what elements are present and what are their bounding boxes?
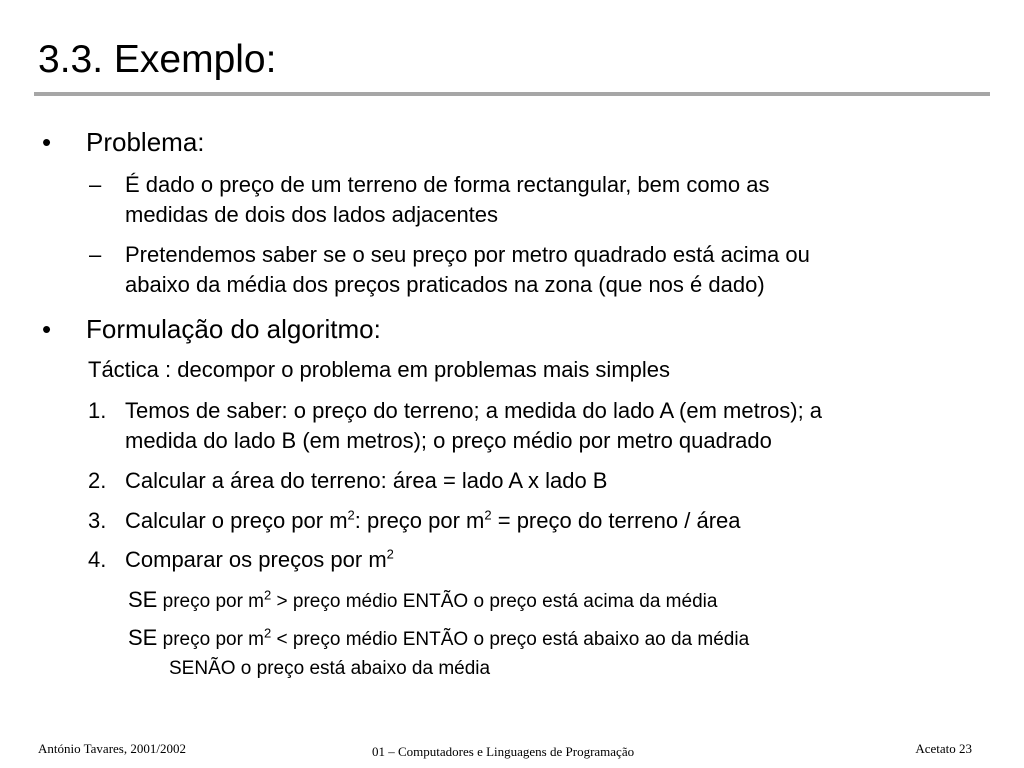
dash-icon: – <box>89 242 102 267</box>
bullet-problema: Problema: <box>86 127 205 157</box>
problem-item-1-line-1: É dado o preço de um terreno de forma rectangular, bem como as <box>125 172 770 197</box>
bullet-icon: • <box>42 127 52 157</box>
step-2-text: Calcular a área do terreno: área = lado A x lado B <box>125 468 608 493</box>
footer-course: 01 – Computadores e Linguagens de Programação <box>372 744 635 759</box>
problem-item-2-line-2: abaixo da média dos preços praticados na zona (que nos é dado) <box>125 272 765 297</box>
bullet-icon: • <box>42 314 52 344</box>
footer-slide-number: Acetato 23 <box>915 741 972 756</box>
step-number: 1. <box>88 398 107 423</box>
condition-below: SE preço por $m^2$ < preço médio ENTÃO o preço está abaixo ao da média <box>128 625 750 650</box>
tactic-text: Táctica : decompor o problema em problemas mais simples <box>88 357 671 382</box>
title-divider <box>34 92 990 96</box>
step-1-line-2: medida do lado B (em metros); o preço médio por metro quadrado <box>125 428 772 453</box>
step-4-text: Comparar os preços por $m^2$ <box>125 546 394 572</box>
step-number: 4. <box>88 547 107 572</box>
step-number: 3. <box>88 508 107 533</box>
dash-icon: – <box>89 172 102 197</box>
problem-item-1-line-2: medidas de dois dos lados adjacentes <box>125 202 499 227</box>
step-number: 2. <box>88 468 107 493</box>
bullet-formulacao: Formulação do algoritmo: <box>86 314 381 344</box>
step-3-text: Calcular o preço por $m^2$: preço por $m^2$ = preço do terreno / área <box>125 507 741 533</box>
step-1-line-1: Temos de saber: o preço do terreno; a medida do lado A (em metros); a <box>125 398 823 423</box>
condition-above: SE preço por $m^2$ > preço médio ENTÃO o preço está acima da média <box>128 587 718 612</box>
footer-author: António Tavares, 2001/2002 <box>38 741 186 756</box>
else-clause: SENÃO o preço está abaixo da média <box>169 658 491 679</box>
problem-item-2-line-1: Pretendemos saber se o seu preço por metro quadrado está acima ou <box>125 242 810 267</box>
slide-title: 3.3. Exemplo: <box>38 38 277 81</box>
